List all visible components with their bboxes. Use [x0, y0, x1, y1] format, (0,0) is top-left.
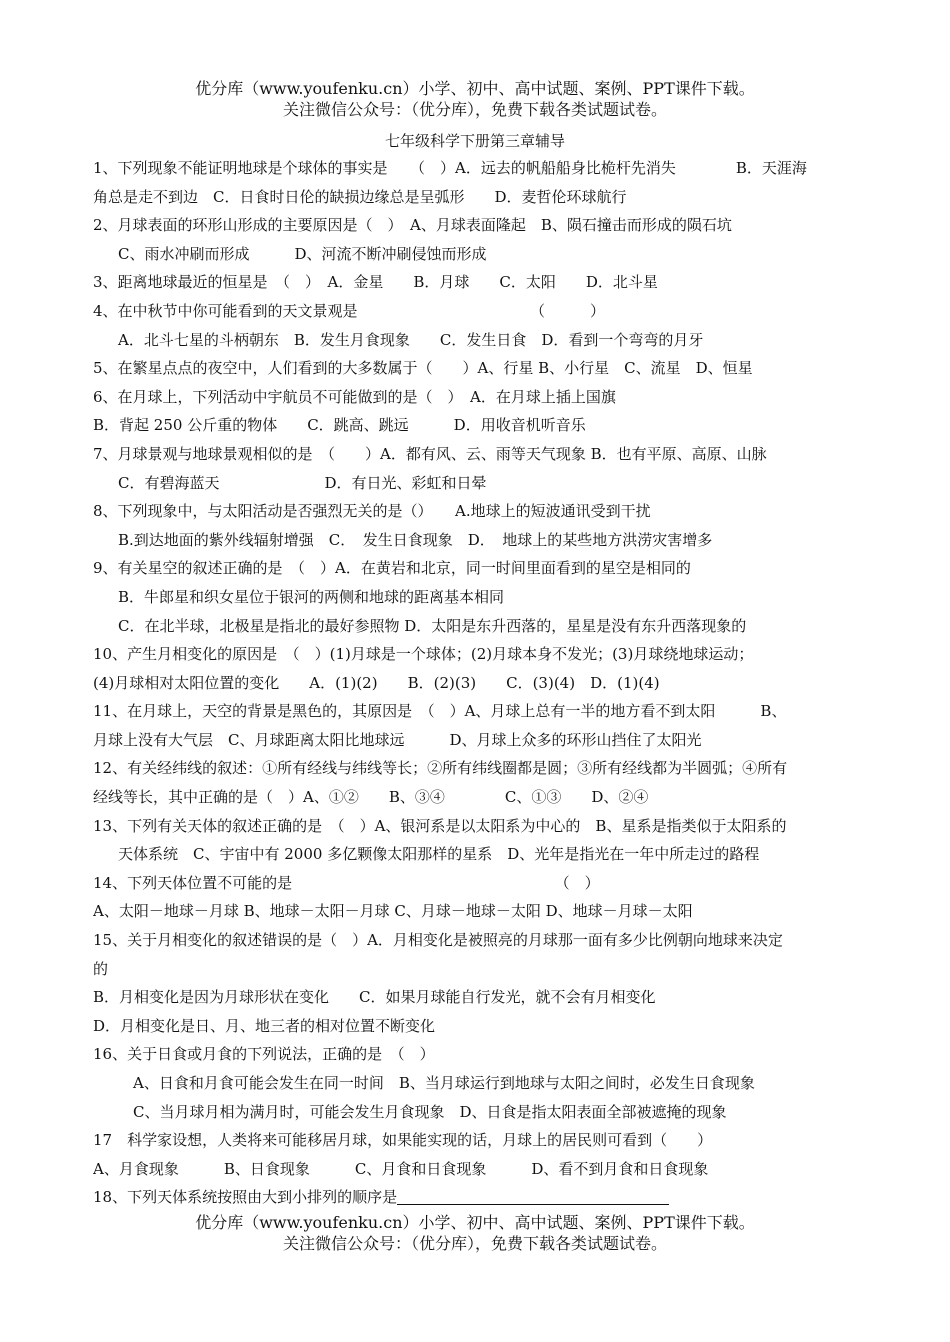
question-10-line-1: 10、产生月相变化的原因是 （ ）(1)月球是一个球体；(2)月球本身不发光；(3)月球绕地球运动；: [93, 645, 754, 664]
question-2-line-2: C、雨水冲刷而形成 D、河流不断冲刷侵蚀而形成: [118, 244, 487, 263]
question-list: [93, 154, 863, 1212]
question-16-line-2: A、日食和月食可能会发生在同一时间 B、当月球运行到地球与太阳之间时，必发生日食现象: [133, 1074, 755, 1092]
question-7-line-1: 7、月球景观与地球景观相似的是 （ ）A．都有风、云、雨等天气现象 B．也有平原、高原、山脉: [93, 444, 767, 463]
question-14-options: A、太阳－地球－月球 B、地球－太阳－月球 C、月球－地球－太阳 D、地球－月球－太阳: [93, 902, 693, 921]
question-7-line-2: C．有碧海蓝天 D．有日光、彩虹和日晕: [118, 473, 487, 492]
question-4-line-1: 4、在中秋节中你可能看到的天文景观是 （ ）: [93, 301, 606, 320]
answer-blank[interactable]: [397, 1186, 669, 1205]
question-8-line-1: 8、下列现象中，与太阳活动是否强烈无关的是（） A.地球上的短波通讯受到干扰: [93, 502, 651, 521]
question-11-line-1: 11、在月球上，天空的背景是黑色的，其原因是 （ ）A、月球上总有一半的地方看不到太阳 B、: [93, 702, 787, 721]
question-16-line-3: C、当月球月相为满月时，可能会发生月食现象 D、日食是指太阳表面全部被遮掩的现象: [133, 1102, 727, 1121]
question-12-line-2: 经线等长，其中正确的是（ ）A、①② B、③④ C、①③ D、②④: [93, 788, 649, 807]
question-13-line-1: 13、下列有关天体的叙述正确的是 （ ）A、银河系是以太阳系为中心的 B、星系是指类似于太阳系的: [93, 816, 787, 835]
question-17-options: A、月食现象 B、日食现象 C、月食和日食现象 D、看不到月食和日食现象: [93, 1159, 709, 1178]
question-18-text: 18、下列天体系统按照由大到小排列的顺序是: [93, 1188, 398, 1207]
page-header: [0, 78, 950, 120]
question-10-line-2: (4)月球相对太阳位置的变化 A．(1)(2) B．(2)(3) C．(3)(4) D．(1)(4): [93, 673, 660, 692]
footer-line-1: 优分库（www.youfenku.cn）小学、初中、高中试题、案例、PPT课件下载。: [195, 1213, 755, 1232]
question-9-line-2: B．牛郎星和织女星位于银河的两侧和地球的距离基本相同: [118, 587, 505, 606]
header-line-1: 优分库（www.youfenku.cn）小学、初中、高中试题、案例、PPT课件下载。: [195, 79, 755, 98]
question-5: 5、在繁星点点的夜空中，人们看到的大多数属于（ ）A、行星 B、小行星 C、流星 D、恒星: [93, 359, 753, 378]
question-9-line-1: 9、有关星空的叙述正确的是 （ ）A．在黄岩和北京，同一时间里面看到的星空是相同的: [93, 559, 691, 578]
question-3: 3、距离地球最近的恒星是 （ ） A．金星 B．月球 C．太阳 D．北斗星: [93, 273, 658, 292]
question-15-line-1: 15、关于月相变化的叙述错误的是（ ）A．月相变化是被照亮的月球那一面有多少比例朝向地球来决定: [93, 931, 783, 950]
question-9-line-3: C．在北半球，北极星是指北的最好参照物 D．太阳是东升西落的，星星是没有东升西落现象的: [118, 616, 747, 635]
question-8-line-2: B.到达地面的紫外线辐射增强 C． 发生日食现象 D． 地球上的某些地方洪涝灾害增多: [118, 530, 713, 549]
question-11-line-2: 月球上没有大气层 C、月球距离太阳比地球远 D、月球上众多的环形山挡住了太阳光: [93, 730, 702, 749]
question-1-line-2: 角总是走不到边 C．日食时日伦的缺损边缘总是呈弧形 D．麦哲伦环球航行: [93, 187, 627, 206]
header-line-2: 关注微信公众号：（优分库），免费下载各类试题试卷。: [282, 100, 667, 119]
question-4-options: A．北斗七星的斗柄朝东 B．发生月食现象 C．发生日食 D．看到一个弯弯的月牙: [118, 330, 704, 349]
question-1-line-1: 1、下列现象不能证明地球是个球体的事实是 （ ）A．远去的帆船船身比桅杆先消失 B．天涯海: [93, 159, 807, 177]
question-12-line-1: 12、有关经纬线的叙述：①所有经线与纬线等长；②所有纬线圈都是圆；③所有经线都为半圆弧；④所有: [93, 759, 788, 778]
question-14-line-1: 14、下列天体位置不可能的是 （ ）: [93, 873, 600, 892]
question-15-line-4: D．月相变化是日、月、地三者的相对位置不断变化: [93, 1016, 436, 1035]
question-13-line-2: 天体系统 C、宇宙中有 2000 多亿颗像太阳那样的星系 D、光年是指光在一年中所走过的路程: [118, 845, 760, 864]
question-6-line-2: B．背起 250 公斤重的物体 C．跳高、跳远 D．用收音机听音乐: [93, 416, 586, 435]
question-18: [93, 1183, 863, 1212]
question-15-line-2: 的: [93, 959, 109, 978]
question-6-line-1: 6、在月球上，下列活动中宇航员不可能做到的是（ ） A．在月球上插上国旗: [93, 387, 616, 406]
document-title: 七年级科学下册第三章辅导: [384, 132, 565, 150]
footer-line-2: 关注微信公众号：（优分库），免费下载各类试题试卷。: [282, 1234, 667, 1253]
question-15-line-3: B．月相变化是因为月球形状在变化 C．如果月球能自行发光，就不会有月相变化: [93, 988, 656, 1007]
page-footer: [0, 1212, 950, 1254]
question-2-line-1: 2、月球表面的环形山形成的主要原因是（ ） A、月球表面隆起 B、陨石撞击而形成的陨石坑: [93, 216, 732, 235]
question-16-line-1: 16、关于日食或月食的下列说法，正确的是 （ ）: [93, 1045, 435, 1064]
question-17-line-1: 17 科学家设想，人类将来可能移居月球，如果能实现的话，月球上的居民则可看到（ ）: [93, 1131, 713, 1150]
